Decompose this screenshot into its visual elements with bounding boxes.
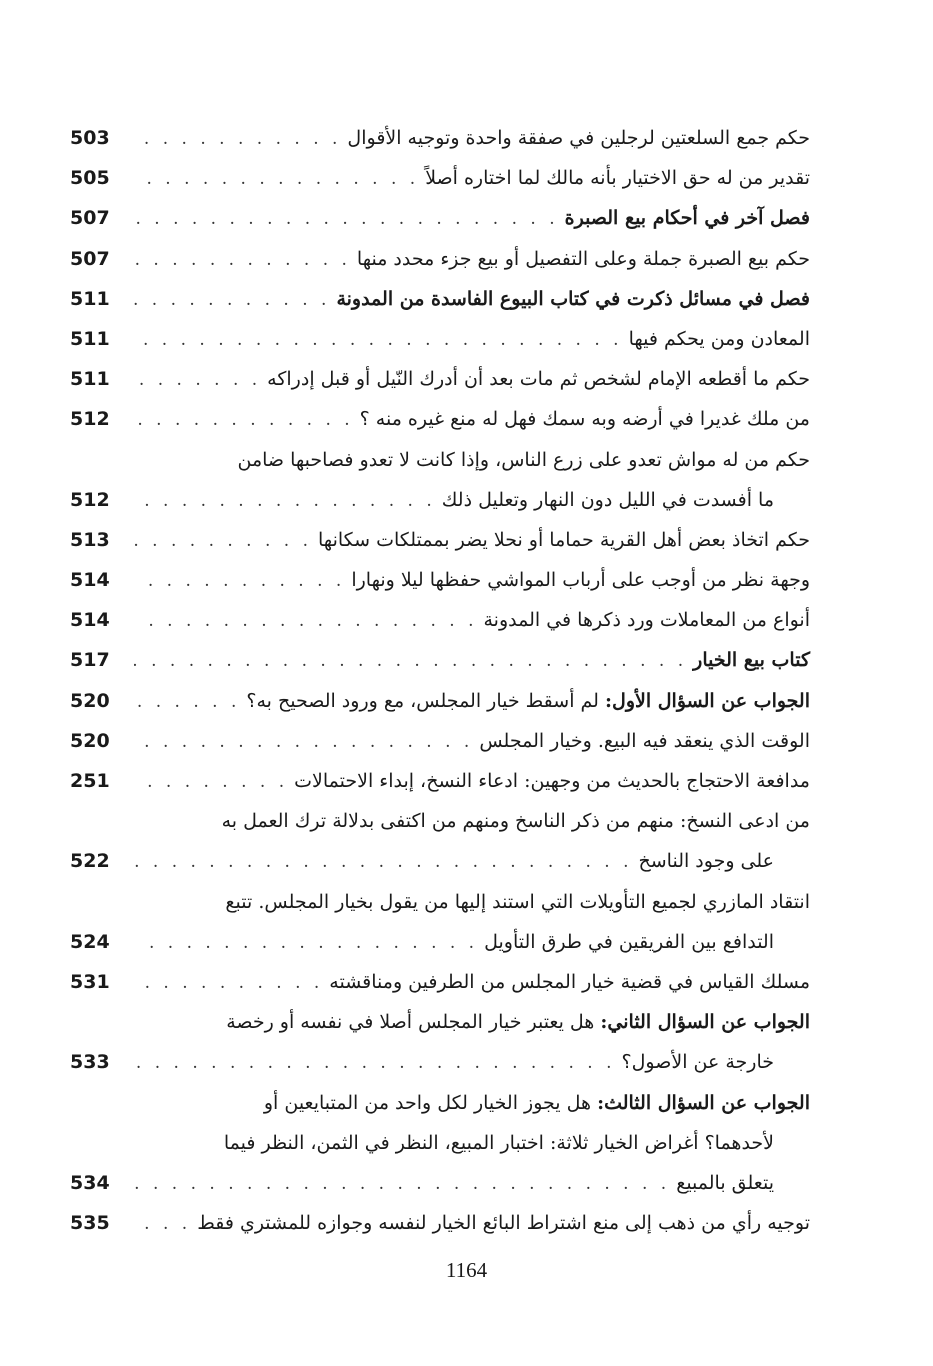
toc-entry [70, 118, 810, 158]
toc-entry-title: حكم جمع السلعتين لرجلين في صفقة واحدة وتوجيه الأقوال [347, 127, 810, 149]
dot-leader [134, 481, 436, 521]
toc-entry-line [70, 882, 810, 922]
toc-entry-lead: الجواب عن السؤال الأول: [605, 689, 810, 712]
toc-entry-title: خارجة عن الأصول؟ [621, 1051, 774, 1074]
toc-entry [70, 1203, 810, 1243]
toc-page-number: 512 [70, 488, 110, 511]
toc-entry-line [70, 1083, 810, 1123]
toc-entry-line [70, 962, 810, 1002]
dot-leader [134, 923, 478, 963]
toc-entry [70, 440, 810, 520]
toc-entry-line [70, 319, 810, 359]
toc-entry-line [70, 1163, 810, 1203]
toc-page-number: 514 [70, 569, 110, 592]
dot-leader [134, 963, 323, 1003]
dot-leader [134, 1164, 670, 1204]
toc-entry-title: مدافعة الاحتجاج بالحديث من وجهين: ادعاء النسخ، إبداء الاحتمالات [294, 770, 810, 792]
toc-entry-title: وجهة نظر من أوجب على أرباب المواشي حفظها ليلا ونهارا [351, 569, 810, 592]
toc-entry [70, 761, 810, 801]
toc-entry [70, 319, 810, 359]
toc-entry [70, 239, 810, 279]
toc-entry-title: أنواع من المعاملات ورد ذكرها في المدونة [483, 609, 810, 632]
toc-page-number: 511 [70, 327, 110, 350]
toc-entry-line [70, 841, 810, 881]
toc-entry-title [264, 1083, 810, 1123]
toc-entry [70, 801, 810, 881]
toc-entry-text: هل يجوز الخيار لكل واحد من المتبايعين أو [263, 1091, 592, 1114]
toc-entry [70, 882, 810, 962]
toc-entry [70, 399, 810, 439]
toc-entry-line [70, 480, 810, 520]
toc-entry-text: لم أسقط خيار المجلس، مع ورود الصحيح به؟ [246, 689, 599, 712]
toc-entry-line [70, 640, 810, 680]
toc-entry-line [70, 158, 810, 198]
toc-entry-lead: الجواب عن السؤال الثالث: [597, 1091, 810, 1114]
toc-entry-line [70, 1123, 810, 1163]
dot-leader [134, 601, 478, 641]
toc-entry-line [70, 922, 810, 962]
dot-leader [134, 280, 330, 320]
toc-entry-line [70, 359, 810, 399]
toc-entry-line [70, 801, 810, 841]
toc-entry-title: كتاب بيع الخيار [693, 649, 810, 672]
toc-entry-line [70, 560, 810, 600]
toc-entry-title: لأحدهما؟ أغراض الخيار ثلاثة: اختبار المبيع، النظر في الثمن، النظر فيما [223, 1131, 774, 1154]
toc-page-number: 531 [70, 970, 110, 993]
toc-page-number: 505 [70, 167, 110, 190]
dot-leader [134, 722, 473, 762]
dot-leader [134, 400, 354, 440]
toc-entry-title: تقدير من له حق الاختيار بأنه مالك لما اختاره أصلاً [425, 167, 810, 190]
toc-page-number: 517 [70, 649, 110, 672]
toc-entry-text: هل يعتبر خيار المجلس أصلا في نفسه أو رخصة [226, 1011, 595, 1034]
toc-page-number: 533 [70, 1051, 110, 1074]
toc-entry-line [70, 118, 810, 158]
toc-entry-lead: الجواب عن السؤال الثاني: [600, 1011, 810, 1034]
toc-entry [70, 640, 810, 680]
toc-page-number: 507 [70, 207, 110, 230]
toc-page-number: 524 [70, 930, 110, 953]
toc-entry-line [70, 761, 810, 801]
toc-entry-line [70, 1002, 810, 1042]
toc-entry-title: حكم بيع الصبرة جملة وعلى التفصيل أو بيع جزء محدد منها [356, 247, 810, 270]
dot-leader [134, 320, 623, 360]
dot-leader [134, 240, 351, 280]
toc-entry-line [70, 721, 810, 761]
toc-page-number: 251 [70, 770, 110, 792]
dot-leader [134, 682, 240, 722]
toc-entry-title: حكم من له مواش تعدو على زرع الناس، وإذا كانت لا تعدو فصاحبها ضامن [237, 448, 810, 471]
toc-page-number: 514 [70, 609, 110, 632]
toc-page-number: 503 [70, 127, 110, 149]
toc-page-number: 520 [70, 689, 110, 712]
toc-entry [70, 520, 810, 560]
toc-entry-title: من ملك غديرا في أرضه وبه سمك فهل له منع غيره منه ؟ [359, 408, 810, 431]
toc-entry-line [70, 600, 810, 640]
toc-page-number: 522 [70, 850, 110, 873]
toc-entry [70, 359, 810, 399]
toc-entry-line [70, 681, 810, 721]
toc-entry-title: يتعلق بالمبيع [676, 1171, 774, 1194]
toc-page-number: 512 [70, 408, 110, 431]
toc-entry-title: من ادعى النسخ: منهم من ذكر الناسخ ومنهم من اكتفى بدلالة ترك العمل به [221, 810, 810, 833]
toc-entry-line [70, 440, 810, 480]
dot-leader [134, 159, 419, 199]
toc-entry-title [246, 681, 810, 721]
toc-entry-line [70, 239, 810, 279]
toc-entry-line [70, 279, 810, 319]
toc-entry-title: مسلك القياس في قضية خيار المجلس من الطرفين ومناقشته [329, 970, 810, 993]
toc-entry [70, 560, 810, 600]
toc-entry [70, 962, 810, 1002]
dot-leader [134, 199, 559, 239]
dot-leader [134, 1043, 616, 1083]
toc-page-number: 535 [70, 1212, 110, 1235]
toc-entry-title: انتقاد المازري لجميع التأويلات التي استند إليها من يقول بخيار المجلس. تتبع [225, 890, 810, 913]
toc-page-number: 513 [70, 528, 110, 551]
toc-page-number: 507 [70, 247, 110, 270]
page-number: 1164 [445, 1258, 488, 1282]
toc-entry-title: ما أفسدت في الليل دون النهار وتعليل ذلك [441, 488, 774, 511]
dot-leader [134, 360, 261, 400]
toc-entry-title: المعادن ومن يحكم فيها [628, 327, 810, 350]
toc-entry [70, 158, 810, 198]
toc-entry-line [70, 1203, 810, 1243]
toc-entry [70, 198, 810, 238]
toc-page-number: 511 [70, 287, 110, 310]
toc-entry [70, 721, 810, 761]
toc-entry-title: فصل في مسائل ذكرت في كتاب البيوع الفاسدة من المدونة [336, 287, 810, 310]
toc-entry-title: حكم اتخاذ بعض أهل القرية حماما أو نحلا يضر بممتلكات سكانها [318, 528, 810, 551]
toc-entry [70, 1083, 810, 1204]
toc-entry-title [226, 1002, 810, 1042]
toc-entry [70, 681, 810, 721]
toc-entry-title: فصل آخر في أحكام بيع الصبرة [564, 207, 810, 230]
dot-leader [134, 1204, 191, 1244]
toc-entry-title: توجيه رأي من ذهب إلى منع اشتراط البائع الخيار لنفسه وجوازه للمشتري فقط [197, 1212, 810, 1235]
table-of-contents [70, 118, 810, 1243]
toc-entry-title: على وجود الناسخ [638, 850, 774, 873]
dot-leader [134, 762, 288, 802]
dot-leader [134, 641, 687, 681]
dot-leader [134, 842, 632, 882]
toc-entry [70, 1002, 810, 1082]
toc-entry [70, 279, 810, 319]
toc-entry-line [70, 520, 810, 560]
toc-page-number: 534 [70, 1171, 110, 1194]
dot-leader [134, 119, 341, 159]
dot-leader [134, 561, 345, 601]
toc-entry-line [70, 1042, 810, 1082]
toc-entry-title: التدافع بين الفريقين في طرق التأويل [484, 930, 774, 953]
dot-leader [134, 521, 312, 561]
toc-entry-line [70, 399, 810, 439]
toc-page-number: 520 [70, 729, 110, 752]
toc-page-number: 511 [70, 368, 110, 391]
toc-entry-line [70, 198, 810, 238]
toc-entry [70, 600, 810, 640]
toc-entry-title: الوقت الذي ينعقد فيه البيع. وخيار المجلس [479, 729, 810, 752]
toc-entry-title: حكم ما أقطعه الإمام لشخص ثم مات بعد أن أدرك النّيل أو قبل إدراكه [267, 368, 810, 391]
